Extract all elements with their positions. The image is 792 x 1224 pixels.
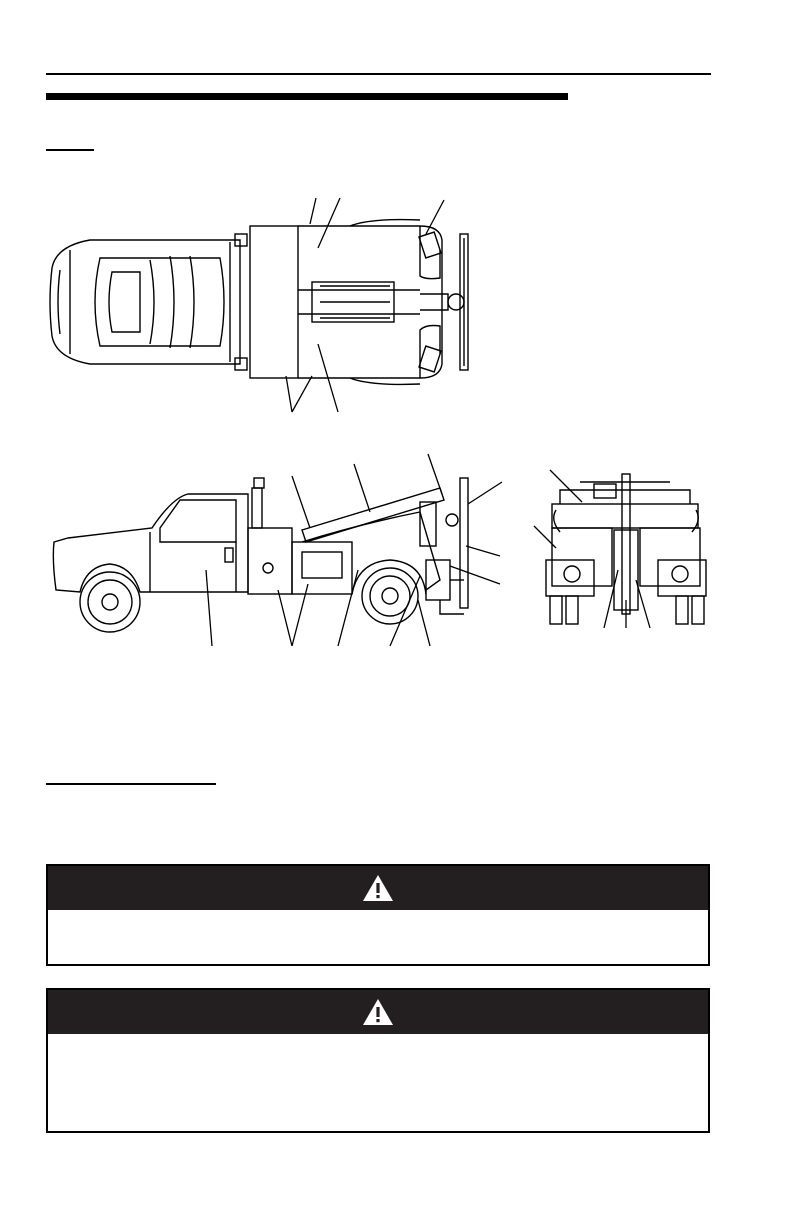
title-bar-rule bbox=[46, 93, 568, 100]
section-heading-underline bbox=[46, 149, 94, 151]
warning-text-2 bbox=[48, 1034, 708, 1050]
warning-banner-2 bbox=[48, 990, 708, 1034]
truck-top-view-diagram bbox=[40, 190, 480, 420]
warning-triangle-icon bbox=[362, 874, 394, 902]
subheading-underline bbox=[46, 783, 216, 785]
warning-text-1 bbox=[48, 910, 708, 926]
warning-triangle-icon bbox=[362, 998, 394, 1026]
truck-rear-view-diagram bbox=[520, 460, 720, 650]
header-rule bbox=[46, 73, 711, 75]
truck-side-view-diagram bbox=[40, 450, 510, 650]
warning-banner-1 bbox=[48, 866, 708, 910]
warning-box-1 bbox=[46, 864, 710, 966]
warning-box-2 bbox=[46, 988, 710, 1133]
